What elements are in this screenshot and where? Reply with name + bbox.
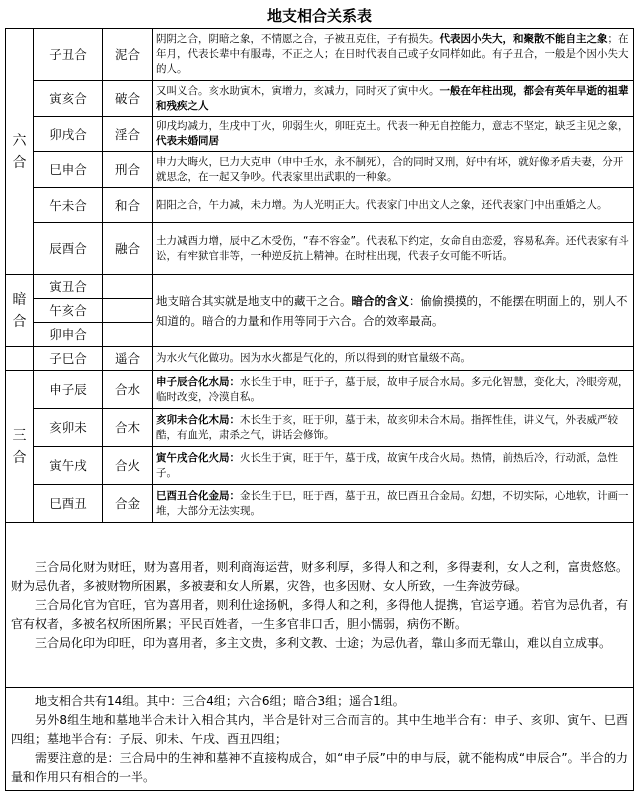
summary-notes	[6, 688, 634, 791]
table-row	[6, 275, 634, 299]
sanhe-notes	[6, 523, 634, 688]
note-paragraph: 三合局化财为财旺，财为喜用者，则利商海运营，财多利厚，多得人和之利，多得妻利，女人之利，富贵悠悠。财为忌仇者，多被财物所困累，多被妻和女人所累，灾咎，也多因财、女人所致，一生奔波劳碌。	[11, 559, 628, 593]
row-name: 卯申合	[34, 323, 103, 347]
row-tag: 破合	[103, 81, 153, 117]
row-tag: 遥合	[103, 347, 153, 371]
row-name: 卯戌合	[34, 117, 103, 152]
table-row	[6, 347, 634, 371]
desc-text: 地支暗合其实就是地支中的藏干之合。	[156, 293, 352, 308]
emphasis-text: 亥卯未合化木局：	[156, 413, 240, 426]
row-tag: 融合	[103, 223, 153, 275]
note-paragraph: 三合局化官为官旺，官为喜用者，则利仕途扬帆，多得人和之利，多得他人提携，官运亨通。若官为忌仇者，有官有权者，多被名权所困所累；平民百姓者，一生多官非口舌，胆小懦弱，病伤不断。	[11, 597, 628, 631]
row-desc	[153, 447, 634, 485]
row-desc	[153, 81, 634, 117]
table-row	[6, 117, 634, 152]
row-name: 午亥合	[34, 299, 103, 323]
row-name: 寅亥合	[34, 81, 103, 117]
dizhi-table	[5, 28, 634, 791]
desc-text: 卯戌均减力，生戌中丁火，卯弱生火，卯旺克土。代表一种无自控能力，意志不坚定，缺乏主见之象，	[156, 120, 629, 132]
row-tag: 泥合	[103, 29, 153, 81]
row-tag: 淫合	[103, 117, 153, 152]
table-row	[6, 409, 634, 447]
desc-text: ：偷偷摸摸的，不能摆在明面上的，别人不知道的。暗合的力量和作用等同于六合。合的效率最高。	[156, 293, 628, 328]
table-row	[6, 688, 634, 791]
note-paragraph: 需要注意的是：三合局中的生神和墓神不直接构成合，如“申子辰”中的申与辰，就不能构成“申辰合”。半合的力量和作用只有相合的一半。	[11, 750, 628, 784]
sanhe-group-label: 三 合	[6, 371, 34, 523]
table-row	[6, 371, 634, 409]
desc-text: 为水火气化做功。因为水火都是气化的，所以得到的财官量级不高。	[156, 352, 471, 364]
row-name: 午未合	[34, 188, 103, 223]
empty-cell	[103, 323, 153, 347]
row-desc	[153, 485, 634, 523]
row-name: 子丑合	[34, 29, 103, 81]
row-desc	[153, 409, 634, 447]
emphasis-text: 代表因小失大，和聚散不能自主之象	[439, 33, 608, 45]
row-name: 子巳合	[34, 347, 103, 371]
row-desc	[153, 371, 634, 409]
empty-cell	[103, 275, 153, 299]
table-row	[6, 447, 634, 485]
table-row	[6, 523, 634, 688]
table-row	[6, 223, 634, 275]
desc-text: 申力大晦火，巳力大克申（申中壬水，永不制死），合的同时又刑，好中有坏，就好像矛盾夫妻，分开就思念，在一起又争吵。代表家里出武职的一种象。	[156, 155, 624, 183]
note-paragraph: 另外8组生地和墓地半合未计入相合其内，半合是针对三合而言的。其中生地半合有：申子、亥卯、寅午、巳酉四组；墓地半合有：子辰、卯未、午戌、酉丑四组；	[11, 712, 628, 746]
row-desc	[153, 188, 634, 223]
emphasis-text: 暗合的含义	[351, 293, 409, 308]
note-paragraph: 地支相合共有14组。其中：三合4组；六合6组；暗合3组；遥合1组。	[35, 693, 405, 708]
row-desc	[153, 117, 634, 152]
desc-text: 水长生于申，旺于子，墓于辰，故申子辰合水局。多元化智慧，变化大，冷眼旁观，临时改变，冷漠自私。	[156, 375, 629, 403]
anhe-group-label: 暗 合	[6, 275, 34, 347]
row-tag: 刑合	[103, 152, 153, 188]
liuhe-group-label: 六 合	[6, 29, 34, 275]
empty-cell	[103, 299, 153, 323]
desc-text: ；在年月，代表长辈中有服毒，不正之人；在日时代表自己或子女同样如此。有子丑合，一般是个因小失大的人。	[156, 33, 629, 75]
table-row	[6, 485, 634, 523]
emphasis-text: 巳酉丑合化金局：	[156, 489, 240, 502]
emphasis-text: 申子辰合化水局：	[156, 375, 240, 388]
row-desc	[153, 152, 634, 188]
desc-text: 阴阴之合，阴暗之象，不情愿之合，子被丑克住，子有损失。	[156, 33, 440, 45]
emphasis-text: 一般在年柱出现，都会有英年早逝的祖辈和残疾之人	[156, 84, 629, 112]
row-tag: 合金	[103, 485, 153, 523]
table-row	[6, 188, 634, 223]
emphasis-text: 代表未婚同居	[156, 135, 219, 147]
row-name: 寅午戌	[34, 447, 103, 485]
anhe-desc	[153, 275, 634, 347]
row-tag: 合水	[103, 371, 153, 409]
page-title: 地支相合关系表	[266, 7, 372, 25]
table-row	[6, 152, 634, 188]
desc-text: 土力减酉力增，辰中乙木受伤，“春不容金”。代表私下约定，女命自由恋爱，容易私奔。还代表家有斗讼，有牢狱官非等，一种逆反抗上精神。在时柱出现，代表子女可能不听话。	[156, 234, 629, 262]
table-row	[6, 81, 634, 117]
note-paragraph: 三合局化印为印旺，印为喜用者，多主文贵，多利文教、士途；为忌仇者，靠山多而无靠山，难以自立成事。	[35, 635, 612, 650]
row-tag: 合木	[103, 409, 153, 447]
row-name: 巳申合	[34, 152, 103, 188]
desc-text: 又叫义合。亥水助寅木，寅增力，亥减力，同时灭了寅中火。	[156, 84, 440, 97]
row-name: 巳酉丑	[34, 485, 103, 523]
row-tag: 合火	[103, 447, 153, 485]
row-desc	[153, 347, 634, 371]
row-tag: 和合	[103, 188, 153, 223]
row-name: 申子辰	[34, 371, 103, 409]
row-name: 亥卯未	[34, 409, 103, 447]
row-desc	[153, 29, 634, 81]
table-row	[6, 29, 634, 81]
emphasis-text: 寅午戌合化火局：	[156, 451, 240, 464]
desc-text: 木长生于亥，旺于卯，墓于未，故亥卯未合木局。指挥性佳，讲义气，外表威严较酷，有血光，肃杀之气，讲话会修饰。	[156, 413, 618, 441]
desc-text: 阳阳之合，午力减，未力增。为人光明正大。代表家门中出文人之象，还代表家门中出重婚之人。	[156, 198, 608, 211]
desc-text: 金长生于巳，旺于酉，墓于丑，故巳酉丑合金局。幻想，不切实际，心地软，计画一堆，大部分无法实现。	[156, 489, 629, 517]
row-desc	[153, 223, 634, 275]
row-name: 寅丑合	[34, 275, 103, 299]
row-name: 辰酉合	[34, 223, 103, 275]
empty-cell	[6, 347, 34, 371]
desc-text: 火长生于寅，旺于午，墓于戌，故寅午戌合火局。热情，前热后冷，行动派，急性子。	[156, 451, 618, 479]
